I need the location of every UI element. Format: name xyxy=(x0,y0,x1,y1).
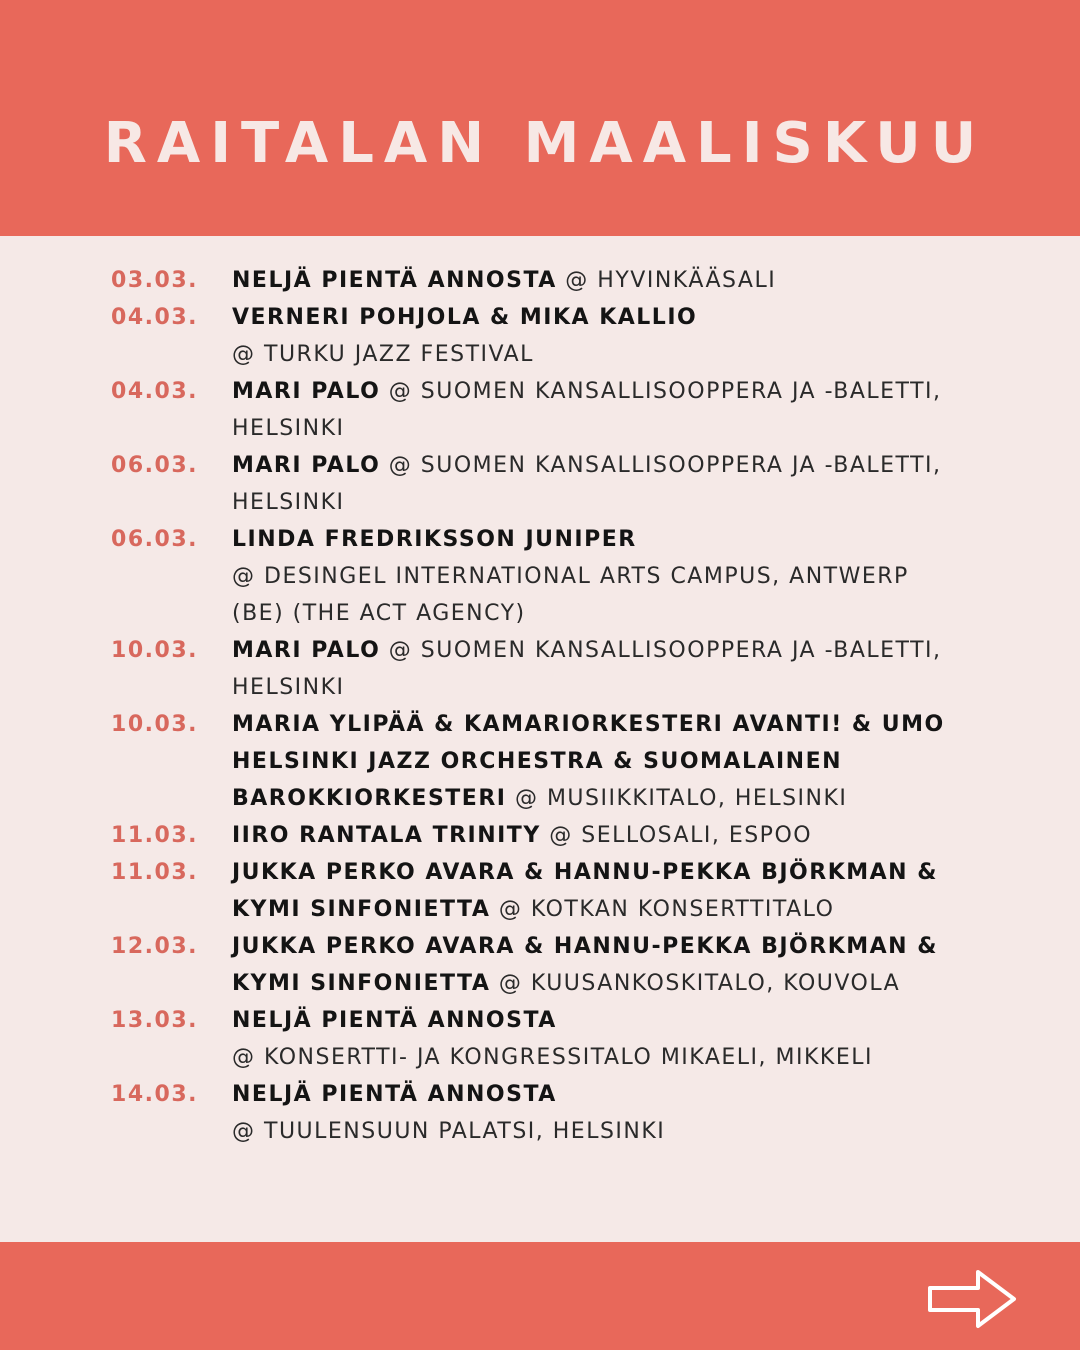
event-artist: NELJÄ PIENTÄ ANNOSTA xyxy=(232,268,557,293)
event-list xyxy=(0,262,1080,1150)
event-date: 14.03. xyxy=(111,1082,198,1107)
event-row xyxy=(0,928,1080,1002)
at-sign: @ xyxy=(380,453,421,478)
event-artist: MARI PALO xyxy=(232,453,381,478)
at-sign: @ xyxy=(232,564,264,589)
at-sign: @ xyxy=(506,786,547,811)
at-sign: @ xyxy=(490,971,531,996)
event-venue: HYVINKÄÄSALI xyxy=(597,268,777,293)
event-description xyxy=(232,373,952,447)
event-venue: SUOMEN KANSALLISOOPPERA JA -BALETTI, HELSINKI xyxy=(232,638,942,700)
event-venue: KUUSANKOSKITALO, KOUVOLA xyxy=(530,971,901,996)
event-venue: SUOMEN KANSALLISOOPPERA JA -BALETTI, HELSINKI xyxy=(232,379,942,441)
at-sign: @ xyxy=(540,823,582,848)
at-sign: @ xyxy=(490,897,531,922)
at-sign: @ xyxy=(556,268,598,293)
event-date: 12.03. xyxy=(111,934,198,959)
event-row xyxy=(0,521,1080,632)
at-sign: @ xyxy=(380,638,421,663)
event-row xyxy=(0,1002,1080,1076)
event-date: 03.03. xyxy=(111,268,198,293)
at-sign: @ xyxy=(232,1119,264,1144)
event-description xyxy=(232,1076,952,1150)
event-venue: SUOMEN KANSALLISOOPPERA JA -BALETTI, HELSINKI xyxy=(232,453,942,515)
event-date: 06.03. xyxy=(111,527,198,552)
event-description xyxy=(232,447,952,521)
event-description xyxy=(232,632,952,706)
event-venue: TUULENSUUN PALATSI, HELSINKI xyxy=(264,1119,666,1144)
event-row xyxy=(0,817,1080,854)
event-artist: IIRO RANTALA TRINITY xyxy=(232,823,541,848)
event-venue: KONSERTTI- JA KONGRESSITALO MIKAELI, MIKKELI xyxy=(264,1045,873,1070)
event-artist: MARI PALO xyxy=(232,638,381,663)
event-description xyxy=(232,521,952,632)
event-artist: JUKKA PERKO AVARA & HANNU-PEKKA BJÖRKMAN & KYMI SINFONIETTA xyxy=(232,934,938,996)
event-date: 13.03. xyxy=(111,1008,198,1033)
event-row xyxy=(0,373,1080,447)
event-description xyxy=(232,299,952,373)
event-row xyxy=(0,299,1080,373)
event-date: 04.03. xyxy=(111,305,198,330)
event-row xyxy=(0,1076,1080,1150)
event-description xyxy=(232,928,952,1002)
event-date: 04.03. xyxy=(111,379,198,404)
event-artist: LINDA FREDRIKSSON JUNIPER xyxy=(232,527,637,552)
event-date: 10.03. xyxy=(111,712,198,737)
event-artist: MARIA YLIPÄÄ & KAMARIORKESTERI AVANTI! & UMO HELSINKI JAZZ ORCHESTRA & SUOMALAINEN BAROKKIORKESTERI xyxy=(232,712,945,811)
event-venue: DESINGEL INTERNATIONAL ARTS CAMPUS, ANTWERP (BE) (THE ACT AGENCY) xyxy=(232,564,909,626)
event-description xyxy=(232,706,952,817)
event-description xyxy=(232,1002,952,1076)
event-description xyxy=(232,262,952,299)
event-date: 06.03. xyxy=(111,453,198,478)
event-date: 10.03. xyxy=(111,638,198,663)
event-row xyxy=(0,447,1080,521)
event-artist: JUKKA PERKO AVARA & HANNU-PEKKA BJÖRKMAN & KYMI SINFONIETTA xyxy=(232,860,938,922)
event-artist: NELJÄ PIENTÄ ANNOSTA xyxy=(232,1008,557,1033)
event-artist: MARI PALO xyxy=(232,379,381,404)
header-banner xyxy=(0,0,1080,236)
arrow-right-icon[interactable] xyxy=(926,1268,1018,1330)
event-row xyxy=(0,632,1080,706)
event-artist: NELJÄ PIENTÄ ANNOSTA xyxy=(232,1082,557,1107)
at-sign: @ xyxy=(232,342,264,367)
event-date: 11.03. xyxy=(111,860,198,885)
event-date: 11.03. xyxy=(111,823,198,848)
event-row xyxy=(0,854,1080,928)
footer-banner xyxy=(0,1242,1080,1350)
at-sign: @ xyxy=(232,1045,264,1070)
event-venue: SELLOSALI, ESPOO xyxy=(581,823,813,848)
event-venue: KOTKAN KONSERTTITALO xyxy=(530,897,835,922)
page-title: RAITALAN MAALISKUU xyxy=(103,110,987,176)
event-row xyxy=(0,706,1080,817)
event-artist: VERNERI POHJOLA & MIKA KALLIO xyxy=(232,305,698,330)
event-description xyxy=(232,854,952,928)
event-venue: MUSIIKKITALO, HELSINKI xyxy=(546,786,848,811)
event-row xyxy=(0,262,1080,299)
event-description xyxy=(232,817,952,854)
event-venue: TURKU JAZZ FESTIVAL xyxy=(264,342,534,367)
at-sign: @ xyxy=(380,379,421,404)
